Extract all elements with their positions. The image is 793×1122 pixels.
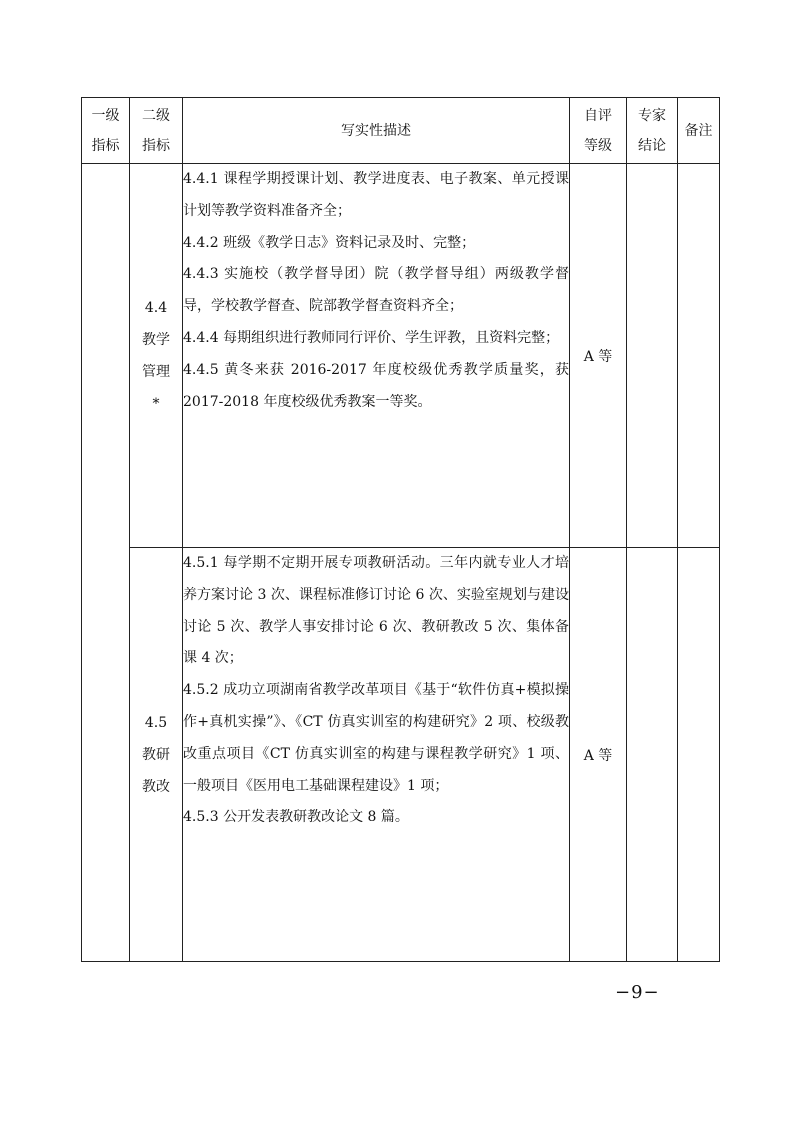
header-remarks bbox=[678, 98, 720, 164]
description-cell bbox=[183, 548, 570, 962]
expert-conclusion-cell bbox=[627, 164, 678, 548]
header-text: 等级 bbox=[584, 137, 612, 154]
header-text: 指标 bbox=[91, 137, 120, 154]
indicator-text: 教改 bbox=[142, 778, 170, 795]
description-cell bbox=[183, 164, 570, 548]
indicator-text: 4.5 bbox=[144, 714, 168, 731]
indicator-text: 教研 bbox=[142, 746, 170, 763]
header-text: 二级 bbox=[142, 107, 170, 124]
description-item: 4.5.2 成功立项湖南省教学改革项目《基于“软件仿真+模拟操作+真机实操”》、《CT 仿真实训室的构建研究》2 项、校级教改重点项目《CT 仿真实训室的构建与课程教学研究》1 项、一般项目《医用电工基础课程建设》1 项； bbox=[183, 682, 569, 794]
header-text: 自评 bbox=[584, 107, 612, 124]
header-text: 备注 bbox=[684, 122, 713, 139]
header-description bbox=[183, 98, 570, 164]
description-item: 4.4.3 实施校（教学督导团）院（教学督导组）两级教学督导，学校教学督查、院部教学督查资料齐全； bbox=[183, 266, 569, 315]
self-grade-cell: A 等 bbox=[570, 164, 627, 548]
second-level-indicator-cell bbox=[130, 164, 183, 548]
description-item: 4.5.3 公开发表教研教改论文 8 篇。 bbox=[183, 809, 409, 826]
description-item: 4.4.4 每期组织进行教师同行评价、学生评教，且资料完整； bbox=[183, 329, 560, 346]
header-text: 一级 bbox=[91, 107, 120, 124]
remarks-cell bbox=[678, 548, 720, 962]
header-second-level-indicator bbox=[130, 98, 183, 164]
first-level-indicator-cell bbox=[82, 164, 130, 962]
indicator-text: 管理 bbox=[142, 363, 170, 380]
table-row bbox=[82, 164, 720, 548]
page-number: −9− bbox=[615, 982, 660, 1003]
table-header-row bbox=[82, 98, 720, 164]
description-item: 4.4.2 班级《教学日志》资料记录及时、完整； bbox=[183, 234, 476, 251]
indicator-text: 教学 bbox=[142, 331, 170, 348]
indicator-text: 4.4 bbox=[144, 299, 168, 316]
header-text: 写实性描述 bbox=[341, 122, 411, 139]
header-text: 结论 bbox=[638, 137, 666, 154]
expert-conclusion-cell bbox=[627, 548, 678, 962]
header-first-level-indicator bbox=[82, 98, 130, 164]
indicator-text: * bbox=[152, 395, 160, 412]
header-self-grade bbox=[570, 98, 627, 164]
header-text: 专家 bbox=[638, 107, 666, 124]
description-item: 4.4.5 黄冬来获 2016-2017 年度校级优秀教学质量奖，获 2017-2018 年度校级优秀教案一等奖。 bbox=[183, 361, 569, 410]
header-text: 指标 bbox=[142, 137, 170, 154]
header-expert-conclusion bbox=[627, 98, 678, 164]
table-row bbox=[82, 548, 720, 962]
evaluation-table bbox=[81, 97, 720, 962]
remarks-cell bbox=[678, 164, 720, 548]
description-item: 4.5.1 每学期不定期开展专项教研活动。三年内就专业人才培养方案讨论 3 次、课程标准修订讨论 6 次、实验室规划与建设讨论 5 次、教学人事安排讨论 6 次、教研教改 5 次、集体备课 4 次； bbox=[183, 555, 569, 667]
description-item: 4.4.1 课程学期授课计划、教学进度表、电子教案、单元授课计划等教学资料准备齐全； bbox=[183, 171, 569, 219]
self-grade-cell: A 等 bbox=[570, 548, 627, 962]
second-level-indicator-cell bbox=[130, 548, 183, 962]
